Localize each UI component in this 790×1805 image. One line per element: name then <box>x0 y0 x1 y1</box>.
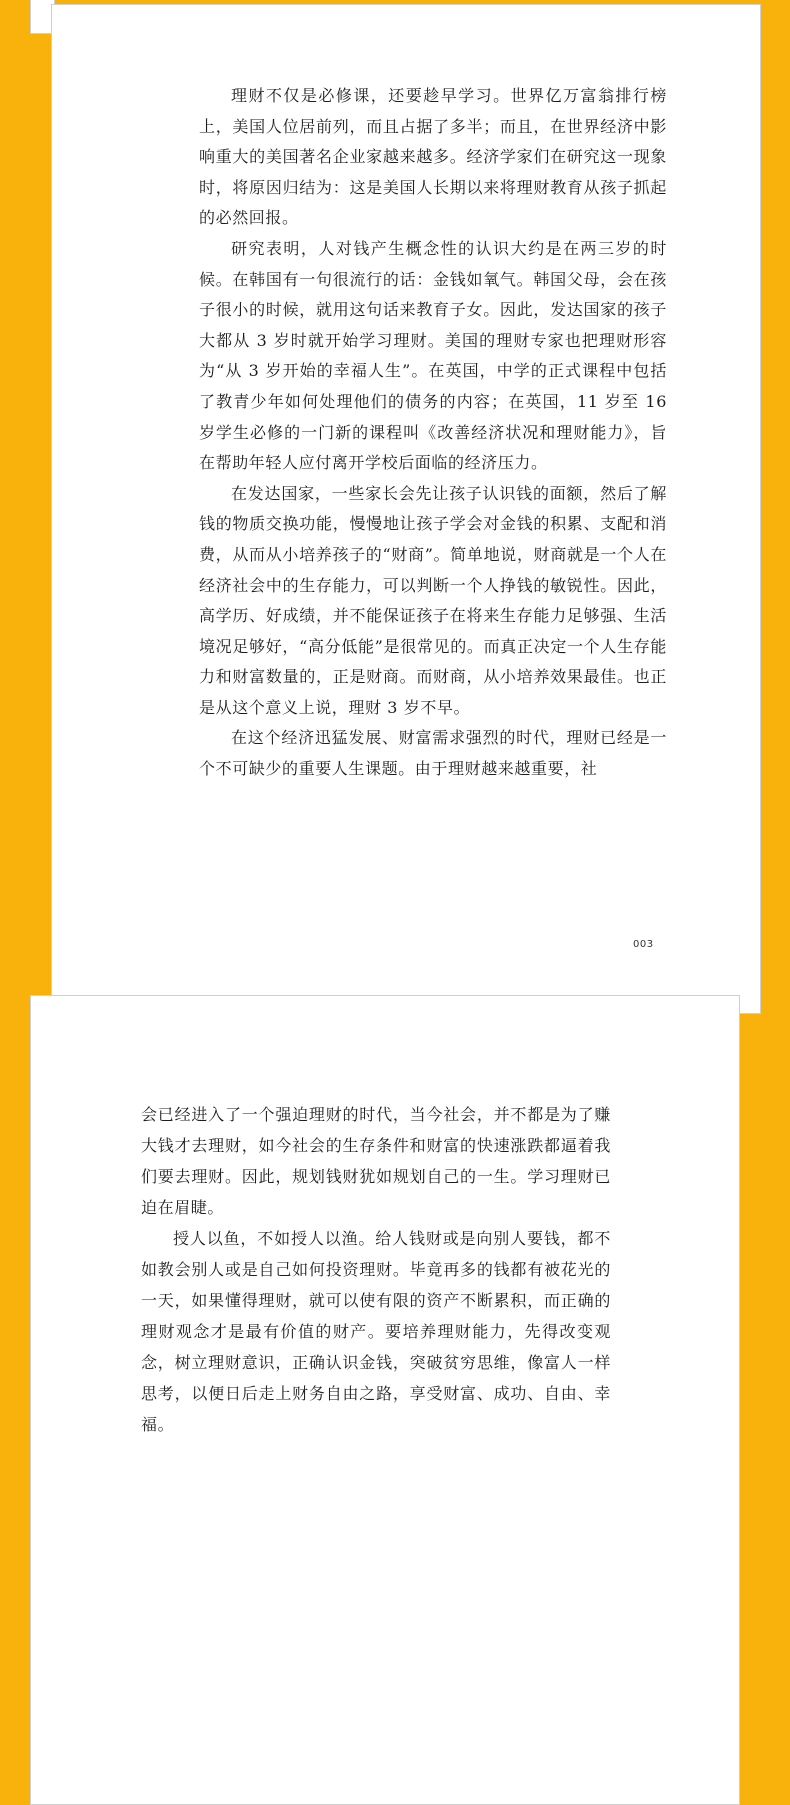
paragraph-2: 研究表明，人对钱产生概念性的认识大约是在两三岁的时候。在韩国有一句很流行的话：金钱如氧气。韩国父母，会在孩子很小的时候，就用这句话来教育子女。因此，发达国家的孩子大都从 3 岁时就开始学习理财。美国的理财专家也把理财形容为“从 3 岁开始的幸福人生”。在英国，中学的正式课程中包括了教青少年如何处理他们的债务的内容；在英国，11 岁至 16 岁学生必修的一门新的课程叫《改善经济状况和理财能力》，旨在帮助年轻人应付离开学校后面临的经济压力。 <box>199 238 667 473</box>
book-page-004 <box>30 995 740 1805</box>
page-number: 003 <box>633 939 654 950</box>
page-body-text <box>141 1099 611 1440</box>
paragraph-continued: 会已经进入了一个强迫理财的时代，当今社会，并不都是为了赚大钱才去理财，如今社会的生存条件和财富的快速涨跌都逼着我们要去理财。因此，规划钱财犹如规划自己的一生。学习理财已迫在眉睫。 <box>141 1105 611 1217</box>
page-body-text <box>199 81 667 785</box>
paragraph-3: 在发达国家，一些家长会先让孩子认识钱的面额，然后了解钱的物质交换功能，慢慢地让孩子学会对金钱的积累、支配和消费，从而从小培养孩子的“财商”。简单地说，财商就是一个人在经济社会中的生存能力，可以判断一个人挣钱的敏锐性。因此，高学历、好成绩，并不能保证孩子在将来生存能力足够强、生活境况足够好，“高分低能”是很常见的。而真正决定一个人生存能力和财富数量的，正是财商。而财商，从小培养效果最佳。也正是从这个意义上说，理财 3 岁不早。 <box>199 483 667 717</box>
paragraph-1: 理财不仅是必修课，还要趁早学习。世界亿万富翁排行榜上，美国人位居前列，而且占据了多半；而且，在世界经济中影响重大的美国著名企业家越来越多。经济学家们在研究这一现象时，将原因归结为：这是美国人长期以来将理财教育从孩子抓起的必然回报。 <box>199 86 667 228</box>
book-page-003 <box>51 4 761 1014</box>
paragraph-5: 授人以鱼，不如授人以渔。给人钱财或是向别人要钱，都不如教会别人或是自己如何投资理财。毕竟再多的钱都有被花光的一天，如果懂得理财，就可以使有限的资产不断累积，而正确的理财观念才是最有价值的财产。要培养理财能力，先得改变观念，树立理财意识，正确认识金钱，突破贫穷思维，像富人一样思考，以便日后走上财务自由之路，享受财富、成功、自由、幸福。 <box>141 1229 611 1434</box>
paragraph-4: 在这个经济迅猛发展、财富需求强烈的时代，理财已经是一个不可缺少的重要人生课题。由于理财越来越重要，社 <box>199 728 667 779</box>
